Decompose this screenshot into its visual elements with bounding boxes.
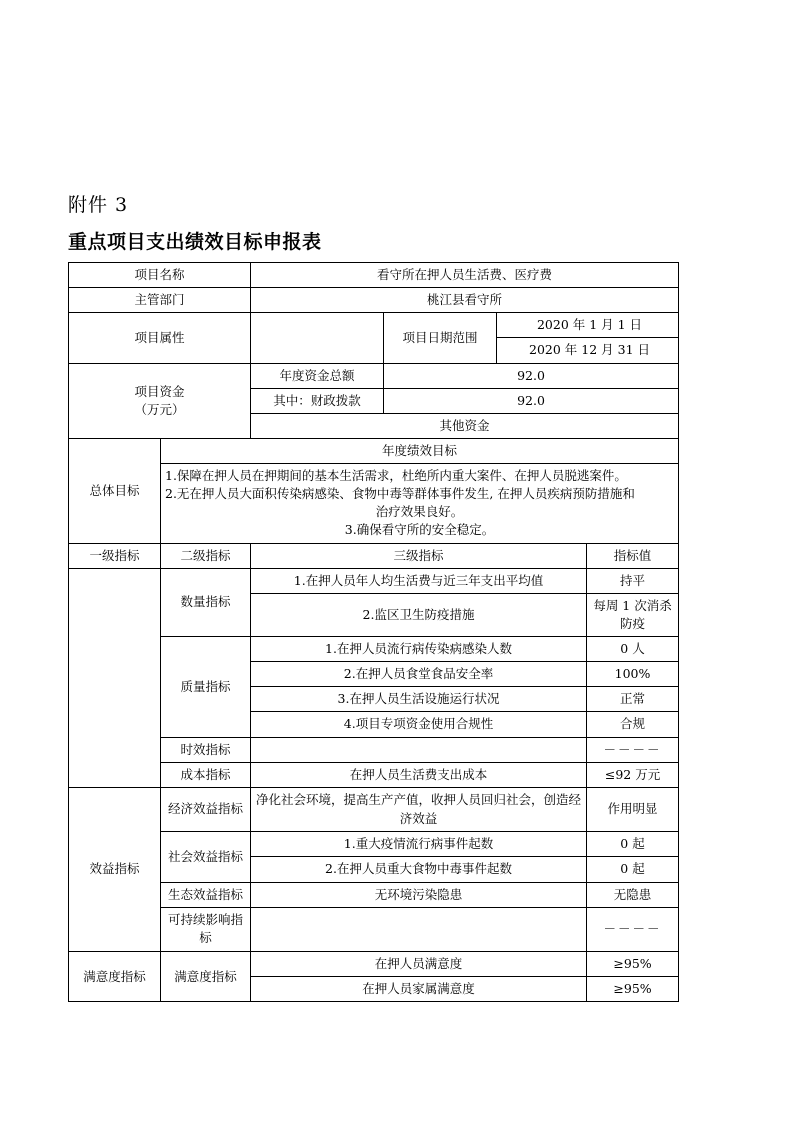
indicator-value: 合规 — [587, 712, 679, 737]
table-row-indicator-header — [69, 543, 679, 568]
table-row-annual-goal-body — [69, 464, 679, 544]
level3-indicator: 1.在押人员流行病传染病感染人数 — [251, 637, 587, 662]
indicator-value: 0 人 — [587, 637, 679, 662]
level3-indicator: 3.在押人员生活设施运行状况 — [251, 687, 587, 712]
table-row-project-name — [69, 263, 679, 288]
level2-timeliness: 时效指标 — [161, 737, 251, 762]
level1-satisfaction: 满意度指标 — [69, 952, 161, 1002]
goal-line-2: 2.无在押人员大面积传染病感染、食物中毒等群体事件发生, 在押人员疾病预防措施和 — [165, 486, 635, 502]
annual-goal-header: 年度绩效目标 — [161, 438, 679, 463]
level2-quality: 质量指标 — [161, 637, 251, 738]
level2-cost: 成本指标 — [161, 762, 251, 787]
level3-indicator: 在押人员满意度 — [251, 952, 587, 977]
level3-indicator: 1.重大疫情流行病事件起数 — [251, 832, 587, 857]
funds-label-line2: （万元） — [134, 401, 185, 417]
indicator-value: ≤92 万元 — [587, 762, 679, 787]
goal-line-3: 3.确保看守所的安全稳定。 — [344, 522, 495, 538]
date-start-value: 2020 年 1 月 1 日 — [497, 313, 679, 338]
indicator-value: －－－－ — [587, 907, 679, 952]
level3-indicator: 2.在押人员食堂食品安全率 — [251, 662, 587, 687]
table-row-attribute-date-start — [69, 313, 679, 338]
date-range-label: 项目日期范围 — [384, 313, 497, 363]
indicator-value: 每周 1 次消杀防疫 — [587, 593, 679, 636]
col-header-value: 指标值 — [587, 543, 679, 568]
performance-goal-table — [68, 262, 679, 1002]
level3-indicator: 净化社会环境，提高生产产值，收押人员回归社会，创造经济效益 — [251, 787, 587, 832]
level1-benefit: 效益指标 — [69, 787, 161, 951]
goal-line-1: 1.保障在押人员在押期间的基本生活需求，杜绝所内重大案件、在押人员脱逃案件。 — [165, 468, 627, 483]
level3-indicator: 在押人员生活费支出成本 — [251, 762, 587, 787]
funds-total-value: 92.0 — [384, 363, 679, 388]
funds-fiscal-value: 92.0 — [384, 388, 679, 413]
department-label: 主管部门 — [69, 288, 251, 313]
annual-goal-content — [161, 464, 679, 544]
indicator-value: －－－－ — [587, 737, 679, 762]
col-header-level1: 一级指标 — [69, 543, 161, 568]
level3-indicator: 4.项目专项资金使用合规性 — [251, 712, 587, 737]
goal-line-2b: 治疗效果良好。 — [375, 504, 464, 520]
indicator-value: ≥95% — [587, 952, 679, 977]
project-name-value: 看守所在押人员生活费、医疗费 — [251, 263, 679, 288]
table-row-indicator — [69, 832, 679, 857]
indicator-value: 作用明显 — [587, 787, 679, 832]
date-end-value: 2020 年 12 月 31 日 — [497, 338, 679, 363]
level3-indicator: 1.在押人员年人均生活费与近三年支出平均值 — [251, 568, 587, 593]
table-row-annual-goal-header — [69, 438, 679, 463]
level2-sustainability: 可持续影响指标 — [161, 907, 251, 952]
level2-satisfaction: 满意度指标 — [161, 952, 251, 1002]
level3-indicator — [251, 907, 587, 952]
table-row-indicator — [69, 952, 679, 977]
table-row-indicator — [69, 637, 679, 662]
indicator-value: 100% — [587, 662, 679, 687]
level3-indicator: 2.在押人员重大食物中毒事件起数 — [251, 857, 587, 882]
indicator-value: 无隐患 — [587, 882, 679, 907]
page-title: 重点项目支出绩效目标申报表 — [68, 231, 322, 253]
funds-other-label: 其他资金 — [251, 413, 679, 438]
project-name-label: 项目名称 — [69, 263, 251, 288]
level3-indicator: 在押人员家属满意度 — [251, 977, 587, 1002]
table-row-indicator — [69, 737, 679, 762]
funds-label-line1: 项目资金 — [134, 383, 185, 399]
funds-total-label: 年度资金总额 — [251, 363, 384, 388]
overall-goal-label: 总体目标 — [69, 438, 161, 543]
level2-ecological-benefit: 生态效益指标 — [161, 882, 251, 907]
table-row-indicator — [69, 762, 679, 787]
department-value: 桃江县看守所 — [251, 288, 679, 313]
indicator-value: 0 起 — [587, 832, 679, 857]
funds-label — [69, 363, 251, 438]
table-row-indicator — [69, 787, 679, 832]
level2-quantity: 数量指标 — [161, 568, 251, 636]
level1-output-blank — [69, 568, 161, 787]
attribute-label: 项目属性 — [69, 313, 251, 363]
level3-indicator: 2.监区卫生防疫措施 — [251, 593, 587, 636]
table-row-department — [69, 288, 679, 313]
indicator-value: 0 起 — [587, 857, 679, 882]
attachment-label: 附件 3 — [68, 194, 129, 216]
table-row-funds-total — [69, 363, 679, 388]
col-header-level2: 二级指标 — [161, 543, 251, 568]
col-header-level3: 三级指标 — [251, 543, 587, 568]
level3-indicator — [251, 737, 587, 762]
attribute-value — [251, 313, 384, 363]
table-row-indicator — [69, 568, 679, 593]
table-row-indicator — [69, 907, 679, 952]
level2-economic-benefit: 经济效益指标 — [161, 787, 251, 832]
indicator-value: 持平 — [587, 568, 679, 593]
level2-social-benefit: 社会效益指标 — [161, 832, 251, 882]
funds-fiscal-label: 其中：财政拨款 — [251, 388, 384, 413]
indicator-value: 正常 — [587, 687, 679, 712]
indicator-value: ≥95% — [587, 977, 679, 1002]
level3-indicator: 无环境污染隐患 — [251, 882, 587, 907]
table-row-indicator — [69, 882, 679, 907]
